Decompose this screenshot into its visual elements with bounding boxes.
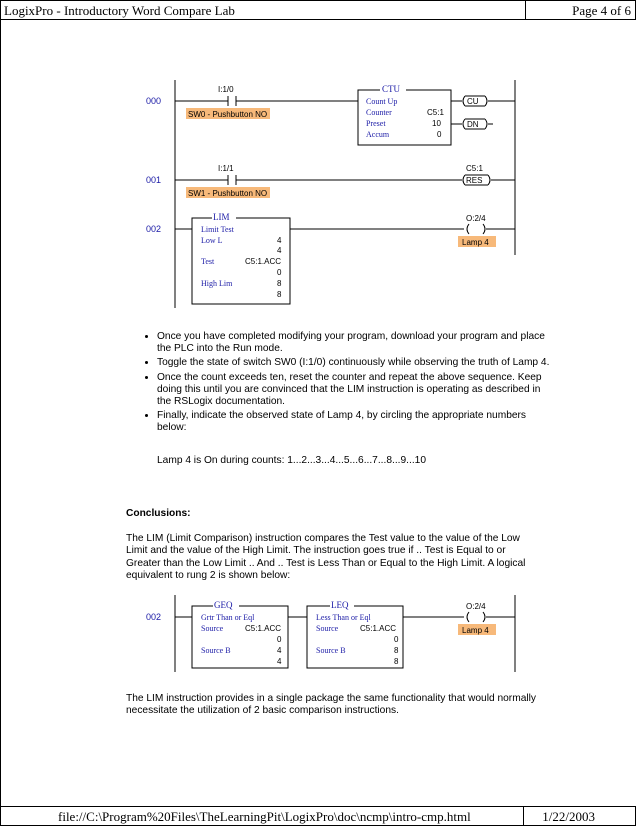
lim-low-value-actual: 4 — [277, 246, 282, 255]
footer-divider — [523, 807, 524, 825]
ctu-name: Count Up — [366, 97, 398, 106]
lamp4-coil-address-2: O:2/4 — [466, 602, 486, 611]
geq-sourceb-label: Source B — [201, 646, 231, 655]
res-coil-label: RES — [466, 176, 483, 185]
ctu-preset-label: Preset — [366, 119, 386, 128]
leq-sourceb-value-actual: 8 — [394, 657, 399, 666]
lim-high-value-actual: 8 — [277, 290, 282, 299]
leq-sourceb-label: Source B — [316, 646, 346, 655]
lamp4-coil-address: O:2/4 — [466, 214, 486, 223]
leq-name: Less Than or Eql — [316, 613, 371, 622]
leq-title: LEQ — [331, 600, 349, 610]
final-paragraph: The LIM instruction provides in a single package the same functionality that would normally necessitate the utilization of 2 basic comparison instructions. — [126, 693, 536, 717]
geq-title: GEQ — [214, 600, 233, 610]
geq-sourceb-value: 4 — [277, 646, 282, 655]
leq-source-label: Source — [316, 624, 339, 633]
ctu-dn-output — [463, 119, 487, 129]
lim-high-label: High Lim — [201, 279, 233, 288]
res-coil-address: C5:1 — [466, 164, 483, 173]
conclusions-heading: Conclusions: — [126, 508, 191, 519]
ladder-diagram-2 — [0, 592, 638, 677]
footer-file-path: file://C:\Program%20Files\TheLearningPit\LogixPro\doc\ncmp\intro-cmp.html — [58, 809, 471, 824]
contact-sw0-address: I:1/0 — [218, 85, 234, 94]
contact-sw1-label: SW1 - Pushbutton NO — [188, 189, 268, 198]
lamp4-coil-label-2: Lamp 4 — [462, 626, 489, 635]
rung-number-002-b: 002 — [146, 612, 162, 622]
rung-number-000: 000 — [146, 96, 162, 106]
footer-date: 1/22/2003 — [542, 809, 595, 824]
geq-source-value: 0 — [277, 635, 282, 644]
geq-name: Grtr Than or Eql — [201, 613, 255, 622]
rung-number-001: 001 — [146, 175, 162, 185]
contact-sw1-address: I:1/1 — [218, 164, 234, 173]
lim-test-address: C5:1.ACC — [245, 257, 282, 266]
contact-sw0 — [228, 96, 236, 106]
ctu-accum-value: 0 — [437, 130, 442, 139]
rung-number-002: 002 — [146, 224, 162, 234]
list-item: • Toggle the state of switch SW0 (I:1/0) continuously while observing the truth of Lamp 4. — [157, 357, 557, 369]
ctu-dn-label: DN — [467, 120, 479, 129]
contact-sw0-label: SW0 - Pushbutton NO — [188, 110, 268, 119]
leq-source-address: C5:1.ACC — [360, 624, 397, 633]
lim-name: Limit Test — [201, 225, 234, 234]
lamp4-coil-label: Lamp 4 — [462, 238, 489, 247]
page-header — [0, 0, 636, 20]
ctu-cu-label: CU — [467, 97, 479, 106]
header-title: LogixPro - Introductory Word Compare Lab — [4, 3, 235, 18]
lim-low-label: Low L — [201, 236, 223, 245]
geq-source-address: C5:1.ACC — [245, 624, 282, 633]
lim-high-value: 8 — [277, 279, 282, 288]
ladder-diagram-1 — [0, 75, 638, 315]
ctu-preset-value: 10 — [432, 119, 441, 128]
instruction-list — [143, 331, 557, 437]
lim-test-label: Test — [201, 257, 215, 266]
geq-sourceb-value-actual: 4 — [277, 657, 282, 666]
contact-sw1 — [228, 175, 236, 185]
lamp4-coil — [467, 224, 485, 234]
ctu-counter-value: C5:1 — [427, 108, 444, 117]
leq-sourceb-value: 8 — [394, 646, 399, 655]
ctu-title: CTU — [382, 84, 400, 94]
lamp-counts-line: Lamp 4 is On during counts: 1...2...3...4...5...6...7...8...9...10 — [157, 455, 426, 466]
ctu-cu-output — [463, 96, 487, 106]
ctu-accum-label: Accum — [366, 130, 390, 139]
conclusions-paragraph: The LIM (Limit Comparison) instruction compares the Test value to the value of the Low Limit and the value of the High Limit. The instruction goes true if .. Test is Equal to or Greater than the Low Limit .. And .. Test is Less Than or Equal to the High Limit. A logical equivalent to rung 2 is shown below: — [126, 533, 526, 581]
lim-low-value: 4 — [277, 236, 282, 245]
list-item: • Once you have completed modifying your program, download your program and place the PLC into the Run mode. — [157, 331, 557, 355]
leq-source-value: 0 — [394, 635, 399, 644]
header-page-number: Page 4 of 6 — [572, 3, 631, 18]
list-item: • Once the count exceeds ten, reset the counter and repeat the above sequence. Keep doing this until you are convinced that the LIM instruction is operating as described in the RSLogix documentation. — [157, 372, 557, 409]
res-coil — [463, 175, 490, 185]
page-footer — [0, 806, 636, 826]
header-divider — [525, 1, 526, 19]
lim-title: LIM — [213, 212, 230, 222]
geq-source-label: Source — [201, 624, 224, 633]
lim-test-value: 0 — [277, 268, 282, 277]
list-item: • Finally, indicate the observed state of Lamp 4, by circling the appropriate numbers below: — [157, 410, 557, 434]
lamp4-coil-2 — [467, 612, 485, 622]
ctu-counter-label: Counter — [366, 108, 392, 117]
